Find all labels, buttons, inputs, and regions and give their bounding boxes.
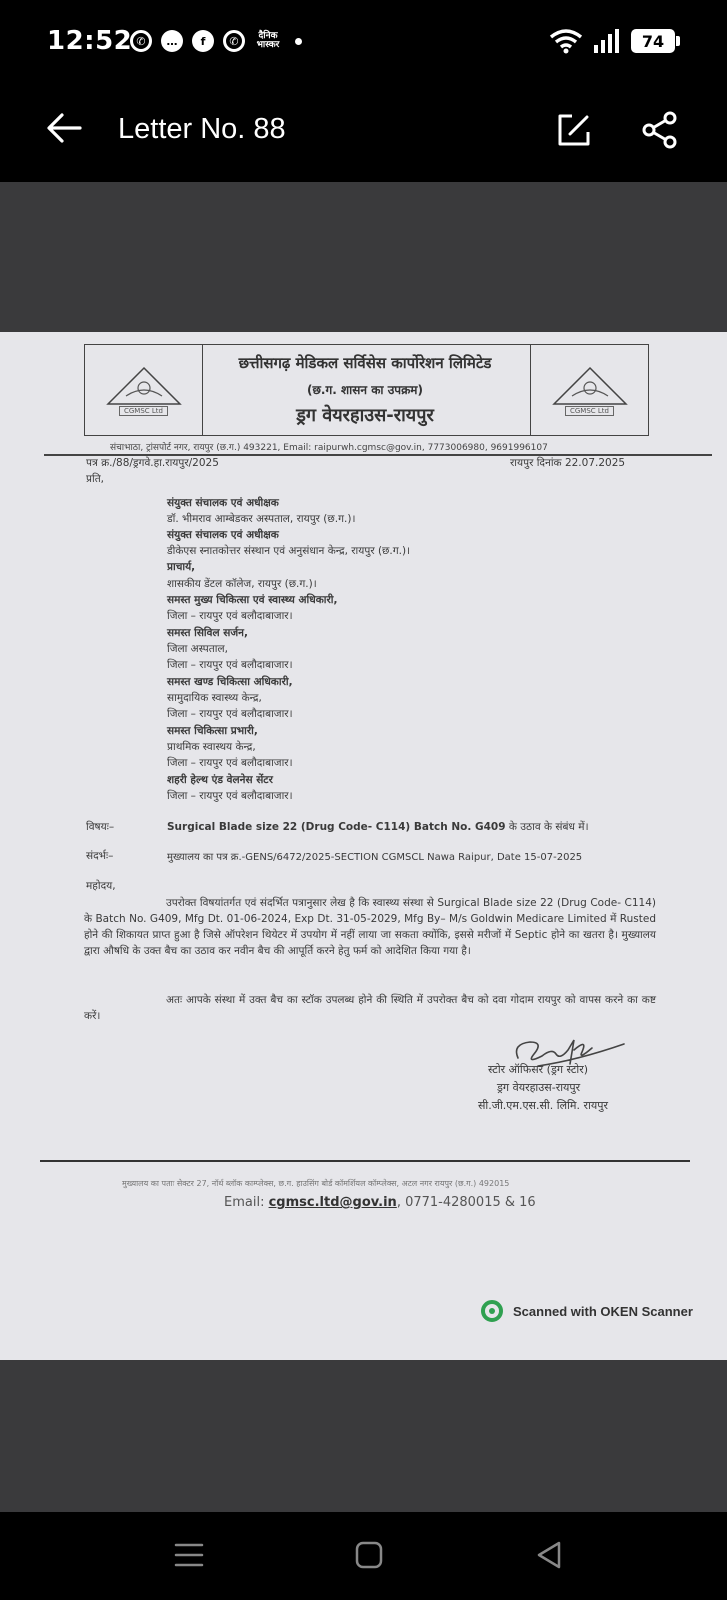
ref-number: पत्र क्र./88/ड्रगवे.हा.रायपुर/2025 — [86, 457, 219, 469]
system-navigation-bar — [0, 1512, 727, 1600]
letterhead-address: संचाभाठा, ट्रांसपोर्ट नगर, रायपुर (छ.ग.) 493221, Email: raipurwh.cgmsc@gov.in, 7773006980, 9691996107 — [110, 443, 548, 453]
recipient-line: समस्त खण्ड चिकित्सा अधिकारी, — [167, 676, 293, 688]
recipient-line: शहरी हेल्थ एंड वेलनेस सेंटर — [167, 774, 273, 786]
wifi-icon — [549, 28, 583, 54]
page-title: Letter No. 88 — [118, 113, 286, 145]
recipient-line: समस्त सिविल सर्जन, — [167, 627, 248, 639]
battery-icon: 74 — [631, 29, 675, 53]
subject-bold: Surgical Blade size 22 (Drug Code- C114) Batch No. G409 — [167, 821, 506, 833]
org-sub: (छ.ग. शासन का उपक्रम) — [307, 383, 423, 397]
recipient-line: संयुक्त संचालक एवं अधीक्षक — [167, 497, 279, 509]
recipient-line: जिला – रायपुर एवं बलौदाबाजार। — [167, 708, 293, 720]
back-nav-icon[interactable] — [532, 1538, 566, 1572]
recipient-line: शासकीय डेंटल कॉलेज, रायपुर (छ.ग.)। — [167, 578, 317, 590]
whatsapp-icon: ✆ — [223, 30, 245, 52]
recent-apps-icon[interactable] — [172, 1538, 206, 1572]
back-arrow-icon[interactable] — [44, 108, 84, 148]
recipient-line: जिला – रायपुर एवं बलौदाबाजार। — [167, 757, 293, 769]
subject-label: विषयः– — [86, 821, 115, 833]
recipient-line: समस्त चिकित्सा प्रभारी, — [167, 725, 258, 737]
app-bar — [0, 88, 727, 182]
unit-name: ड्रग वेयरहाउस-रायपुर — [296, 405, 434, 426]
recipient-line: डॉ. भीमराव आम्बेडकर अस्पताल, रायपुर (छ.ग.)। — [167, 513, 356, 525]
footer-contact — [224, 1195, 536, 1210]
notification-icons — [130, 30, 302, 52]
signatory-line: सी.जी.एम.एस.सी. लिमि. रायपुर — [478, 1099, 608, 1112]
recipient-line: सामुदायिक स्वास्थ्य केन्द्र, — [167, 692, 262, 704]
share-icon[interactable] — [640, 110, 680, 150]
document-page[interactable] — [0, 332, 727, 1360]
signatory-line: ड्रग वेयरहाउस-रायपुर — [497, 1081, 581, 1094]
cgmsc-logo-icon — [550, 364, 630, 408]
status-bar — [0, 0, 727, 88]
body-paragraph-2 — [84, 992, 656, 1024]
org-name: छत्तीसगढ़ मेडिकल सर्विसेस कार्पोरेशन लिमिटेड — [238, 354, 492, 372]
footer-address: मुख्यालय का पताः सेक्टर 27, नॉर्थ ब्लॉक काम्प्लेक्स, छ.ग. हाउसिंग बोर्ड कॉमर्शियल कॉम्प्लेक्स, अटल नगर रायपुर (छ.ग.) 492015 — [122, 1179, 510, 1188]
subject — [167, 820, 589, 834]
scanner-label: Scanned with OKEN Scanner — [513, 1303, 693, 1319]
recipient-line: समस्त मुख्य चिकित्सा एवं स्वास्थ्य अधिकारी, — [167, 594, 338, 606]
recipient-line: प्राथमिक स्वास्थय केन्द्र, — [167, 741, 256, 753]
more-notifications-dot — [295, 38, 302, 45]
recipient-line: जिला – रायपुर एवं बलौदाबाजार। — [167, 790, 293, 802]
recipient-line: डीकेएस स्नातकोत्तर संस्थान एवं अनुसंधान केन्द्र, रायपुर (छ.ग.)। — [167, 545, 411, 557]
recipient-line: संयुक्त संचालक एवं अधीक्षक — [167, 529, 279, 541]
cgmsc-logo-left — [85, 345, 203, 435]
viewer-background — [0, 182, 727, 332]
viewer-background — [0, 1360, 727, 1512]
footer-email-label: Email: — [224, 1195, 269, 1210]
recipient-line: जिला अस्पताल, — [167, 643, 228, 655]
footer-rule — [40, 1160, 690, 1162]
cgmsc-logo-right — [530, 345, 648, 435]
logo-text: CGMSC Ltd — [119, 406, 168, 416]
chat-icon: … — [161, 30, 183, 52]
whatsapp-icon: ✆ — [130, 30, 152, 52]
footer-email: cgmsc.ltd@gov.in — [268, 1195, 397, 1210]
signatory-line: स्टोर ऑफिसर (ड्रग स्टोर) — [488, 1063, 589, 1076]
logo-text: CGMSC Ltd — [565, 406, 614, 416]
body-paragraph-1 — [84, 895, 656, 959]
scanner-watermark — [481, 1300, 693, 1322]
subject-rest: के उठाव के संबंध में। — [505, 821, 589, 833]
reference: मुख्यालय का पत्र क्र.-GENS/6472/2025-SECTION CGMSCL Nawa Raipur, Date 15-07-2025 — [167, 852, 583, 863]
body-1-text: उपरोक्त विषयांतर्गत एवं संदर्भित पत्रानुसार लेख है कि स्वास्थ्य संस्था से Surgical Blade size 22 (Drug Code- C114) के Batch No. G409, Mfg Dt. 01-06-2024, Exp Dt. 31-05-2029, Mfg By– M/s Goldwin Medicare Limited में Rusted होने की शिकायत प्राप्त हुआ है जिसे ऑपरेशन थियेटर में उपयोग में नहीं लाया जा सकता क्योंकि, इससे मरीजों में Septic होने का खतरा है। मुख्यालय द्वारा औषधि के उक्त बैच का उठाव कर नवीन बैच की आपूर्ति करने हेतु फर्म को आदेशित किया गया है। — [84, 897, 656, 957]
dainik-bhaskar-icon: दैनिक भास्कर — [256, 31, 280, 50]
reference-label: संदर्भः– — [86, 850, 114, 862]
edit-icon[interactable] — [556, 112, 592, 148]
salutation: महोदय, — [86, 880, 116, 892]
letterhead — [84, 344, 649, 436]
signal-icon — [593, 28, 621, 54]
footer-phone: , 0771-4280015 & 16 — [396, 1195, 536, 1210]
cgmsc-logo-icon — [104, 364, 184, 408]
facebook-icon: f — [192, 30, 214, 52]
recipient-line: जिला – रायपुर एवं बलौदाबाजार। — [167, 659, 293, 671]
status-time: 12:52 — [47, 26, 133, 56]
letter-date: रायपुर दिनांक 22.07.2025 — [510, 457, 626, 469]
system-status — [549, 28, 675, 54]
recipient-line: जिला – रायपुर एवं बलौदाबाजार। — [167, 610, 293, 622]
body-2-text: अतः आपके संस्था में उक्त बैच का स्टॉक उपलब्ध होने की स्थिति में उपरोक्त बैच को दवा गोदाम रायपुर को वापस करने का कष्ट करें। — [84, 994, 656, 1022]
prati: प्रति, — [86, 473, 105, 485]
recipient-line: प्राचार्य, — [167, 561, 196, 573]
home-icon[interactable] — [352, 1538, 386, 1572]
oken-scanner-icon — [481, 1300, 503, 1322]
